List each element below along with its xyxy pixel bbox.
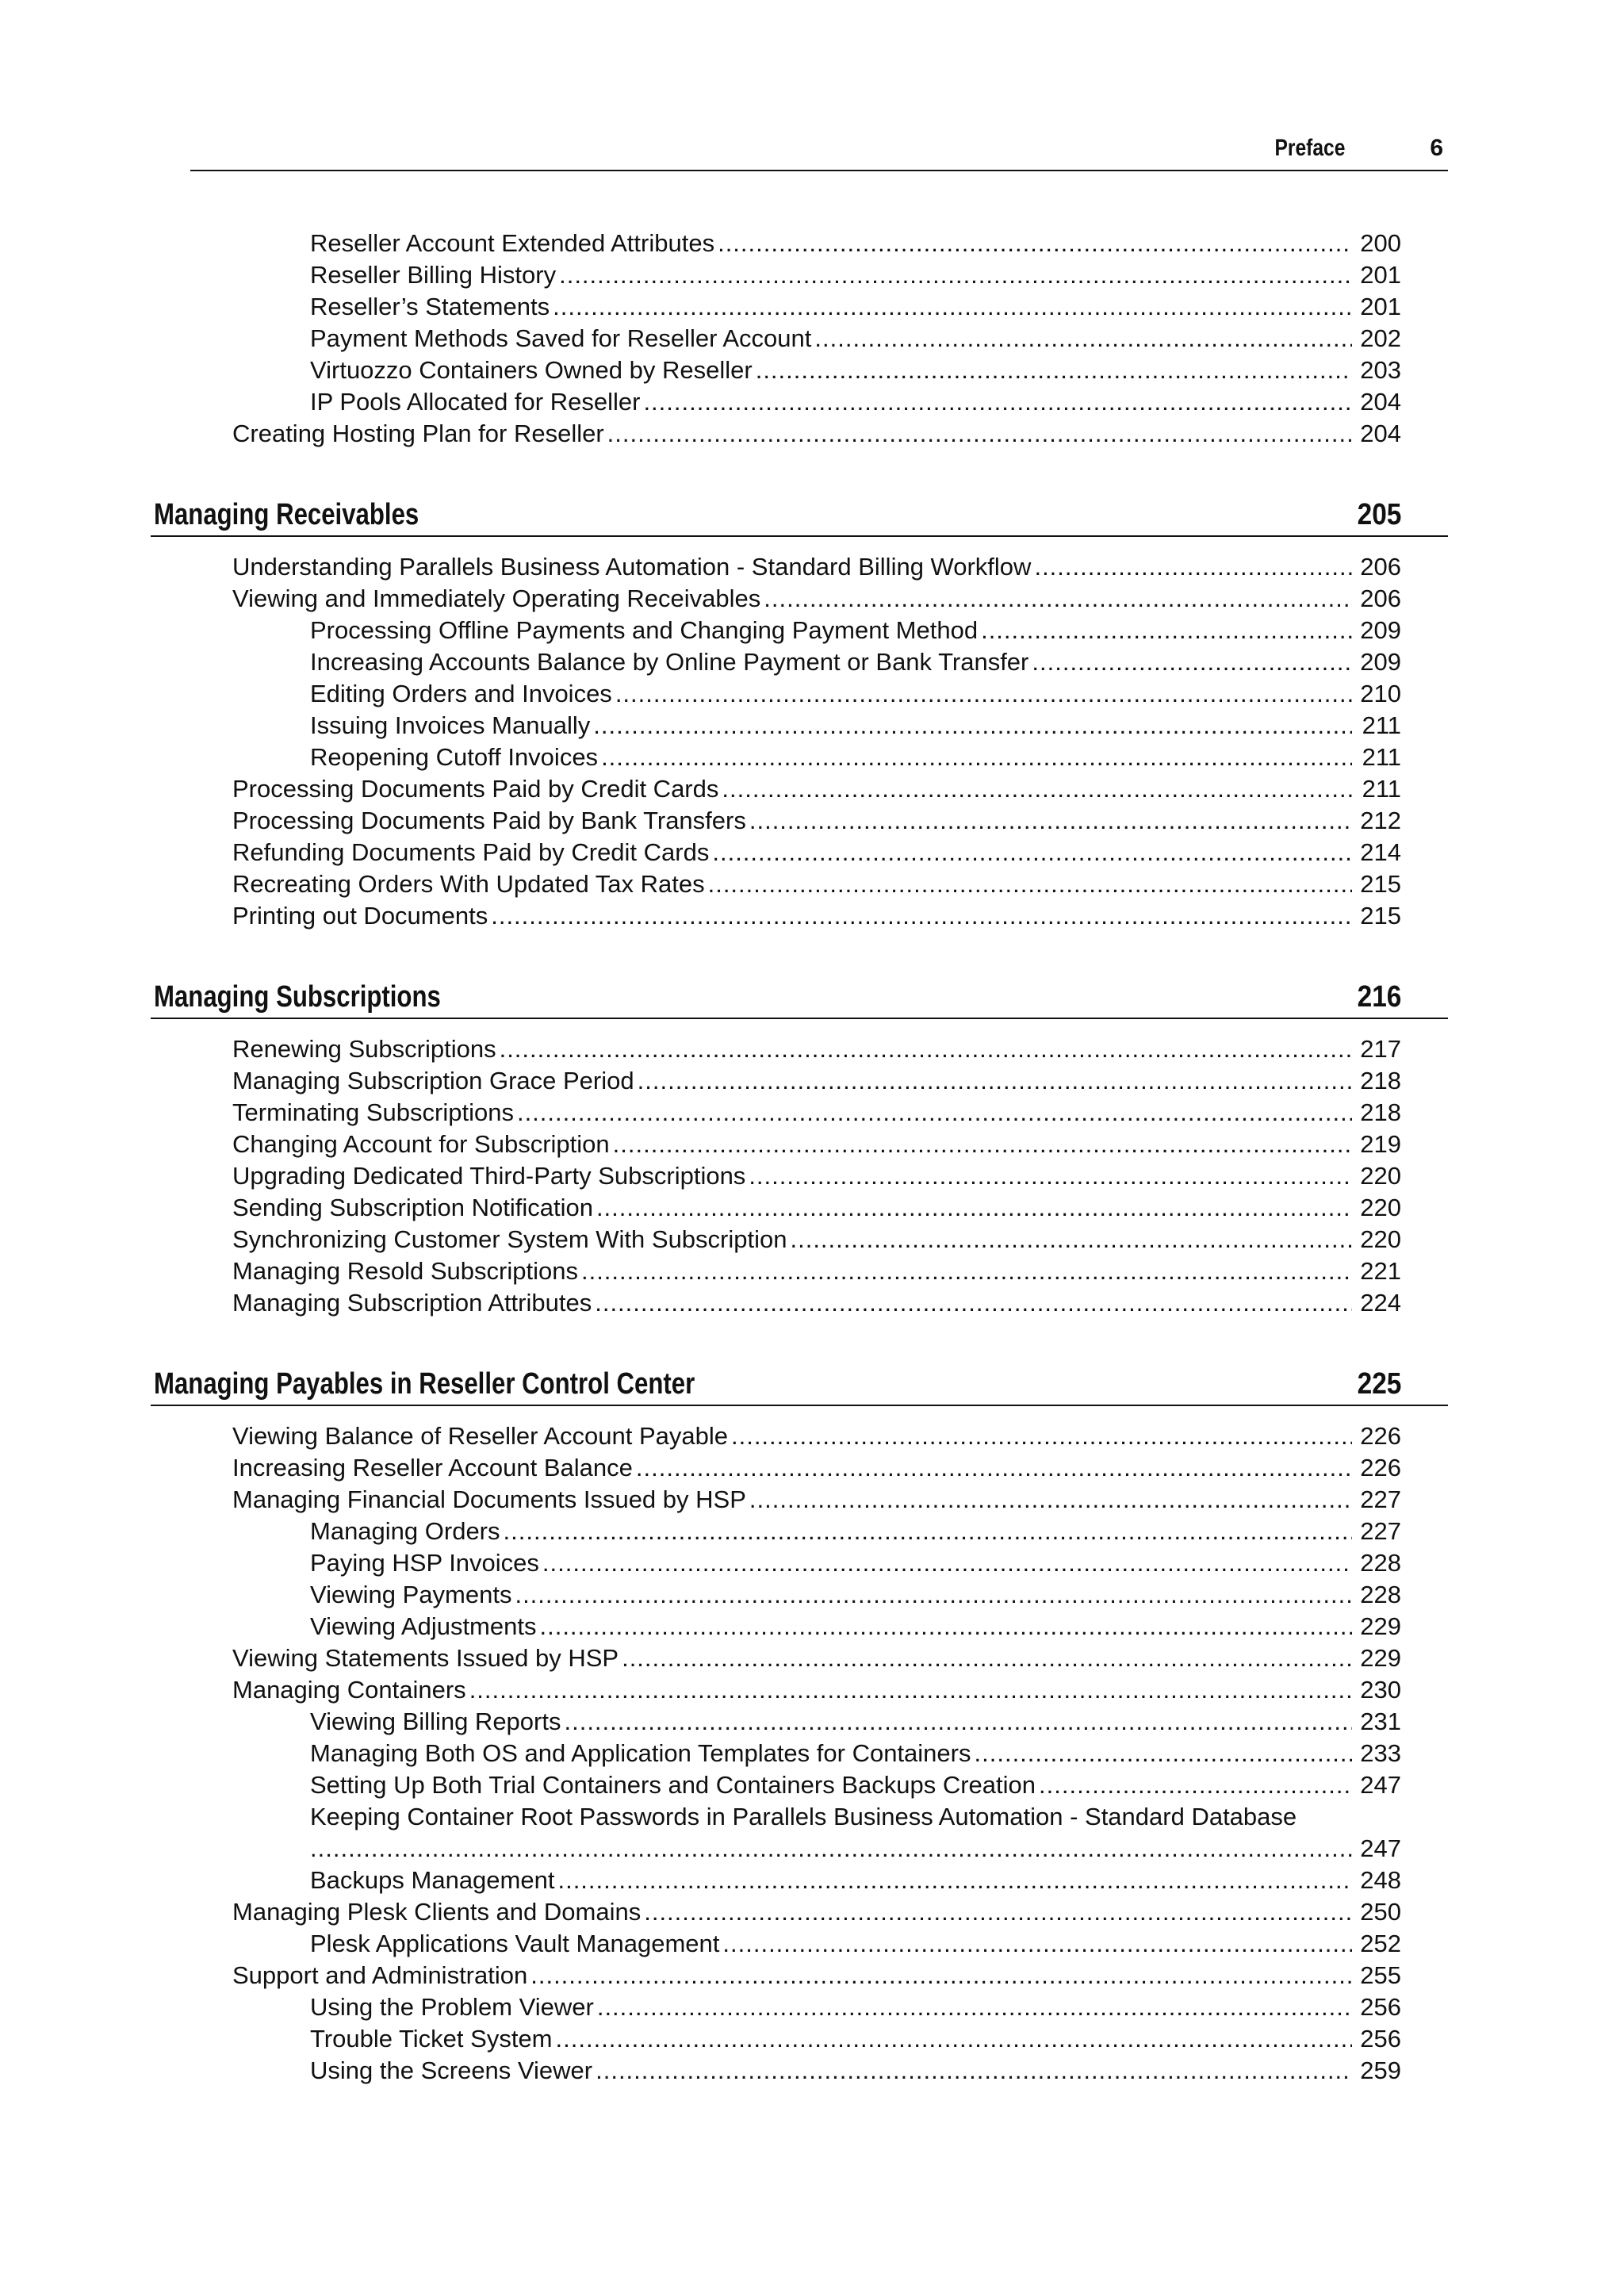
toc-entry[interactable] (310, 710, 1401, 742)
toc-entry-title: Upgrading Dedicated Third-Party Subscriptions (232, 1162, 746, 1190)
toc-entry-page: 219 (1360, 1130, 1401, 1158)
toc-entry[interactable] (310, 259, 1401, 291)
toc-entry[interactable] (310, 1801, 1401, 1865)
toc-entry-title: Paying HSP Invoices (310, 1549, 539, 1577)
toc-entry[interactable] (232, 1674, 1401, 1706)
dot-leader (764, 583, 1352, 615)
toc-entry-page: 217 (1360, 1035, 1401, 1063)
chapter-page: 216 (1357, 980, 1401, 1014)
toc-entry-title: Refunding Documents Paid by Credit Cards (232, 838, 710, 866)
toc-entry-page: 228 (1360, 1549, 1401, 1577)
dot-leader (542, 1547, 1352, 1579)
toc-entry[interactable] (310, 2023, 1401, 2055)
toc-entry-page: 211 (1362, 743, 1401, 771)
dot-leader (1034, 551, 1352, 583)
toc-entry[interactable] (310, 1928, 1401, 1960)
toc-entry-title: Viewing Payments (310, 1581, 512, 1608)
toc-entry-title: Using the Screens Viewer (310, 2056, 593, 2084)
toc-entry[interactable] (232, 1642, 1401, 1674)
toc-entry[interactable] (232, 1160, 1401, 1192)
dot-leader (530, 1960, 1352, 1991)
toc-entry-title: Viewing Statements Issued by HSP (232, 1644, 619, 1672)
toc-entry-page: 211 (1362, 711, 1401, 739)
dot-leader (559, 259, 1352, 291)
toc-entry-page: 224 (1360, 1289, 1401, 1317)
toc-entry[interactable] (310, 291, 1401, 323)
dot-leader (539, 1611, 1352, 1642)
toc-entry[interactable] (232, 583, 1401, 615)
toc-entry[interactable] (232, 1452, 1401, 1484)
toc-entry-page: 252 (1360, 1930, 1401, 1957)
toc-entry-title: Virtuozzo Containers Owned by Reseller (310, 356, 753, 384)
toc-entry-page: 220 (1360, 1162, 1401, 1190)
toc-entry-page: 204 (1360, 388, 1401, 416)
toc-entry-title: Managing Subscription Attributes (232, 1289, 592, 1317)
dot-leader (597, 1991, 1352, 2023)
toc-entry-title: Issuing Invoices Manually (310, 711, 591, 739)
dot-leader (504, 1516, 1352, 1547)
chapter-heading[interactable] (151, 1363, 1448, 1406)
toc-entry-title: Managing Plesk Clients and Domains (232, 1898, 642, 1926)
toc-entry[interactable] (232, 900, 1401, 932)
toc-entry[interactable] (232, 1097, 1401, 1129)
page-number: 6 (1430, 135, 1443, 161)
toc-entry[interactable] (310, 228, 1401, 259)
toc-entry[interactable] (310, 1547, 1401, 1579)
toc-entry-page: 259 (1360, 2056, 1401, 2084)
toc-entry-title: Increasing Reseller Account Balance (232, 1454, 633, 1481)
dot-leader (556, 2023, 1352, 2055)
dot-leader (515, 1579, 1352, 1611)
toc-entry[interactable] (232, 1033, 1401, 1065)
toc-entry[interactable] (232, 868, 1401, 900)
toc-entry-title: Creating Hosting Plan for Reseller (232, 420, 604, 447)
dot-leader (790, 1224, 1352, 1255)
toc-entry-title: Understanding Parallels Business Automation - Standard Billing Workflow (232, 553, 1032, 581)
toc-entry-page: 218 (1360, 1098, 1401, 1126)
toc-entry[interactable] (232, 805, 1401, 837)
toc-entry-page: 202 (1360, 324, 1401, 352)
dot-leader (975, 1738, 1353, 1769)
toc-entry[interactable] (310, 2055, 1401, 2087)
toc-entry-page: 256 (1360, 1993, 1401, 2021)
toc-entry-page: 229 (1360, 1644, 1401, 1672)
dot-leader (596, 1192, 1352, 1224)
toc-entry-title: Renewing Subscriptions (232, 1035, 496, 1063)
chapter-page: 225 (1357, 1367, 1401, 1401)
toc-entry-page: 201 (1360, 293, 1401, 320)
toc-entry[interactable] (310, 386, 1401, 418)
dot-leader (636, 1452, 1352, 1484)
toc-entry[interactable] (232, 1255, 1401, 1287)
dot-leader (722, 1928, 1352, 1960)
toc-entry[interactable] (232, 1287, 1401, 1319)
toc-entry[interactable] (232, 1960, 1401, 1991)
toc-entry-page: 227 (1360, 1485, 1401, 1513)
toc-entry[interactable] (310, 355, 1401, 386)
toc-entry-title: Sending Subscription Notification (232, 1194, 593, 1221)
toc-entry-title: Backups Management (310, 1866, 555, 1894)
dot-leader (622, 1642, 1352, 1674)
toc-entry[interactable] (232, 1484, 1401, 1516)
toc-entry-title: Trouble Ticket System (310, 2025, 553, 2053)
dot-leader (749, 1484, 1352, 1516)
toc-entry[interactable] (310, 1865, 1401, 1896)
toc-entry[interactable] (232, 1192, 1401, 1224)
toc-entry[interactable] (232, 1896, 1401, 1928)
dot-leader (749, 805, 1352, 837)
toc-entry-page: 231 (1360, 1708, 1401, 1735)
chapter-title: Managing Subscriptions (154, 980, 441, 1014)
toc-entry-page: 220 (1360, 1225, 1401, 1253)
toc-entry-title: Processing Documents Paid by Credit Cards (232, 775, 719, 803)
toc-entry-page: 233 (1360, 1739, 1401, 1767)
toc-entry-page: 229 (1360, 1612, 1401, 1640)
toc-entry[interactable] (232, 1224, 1401, 1255)
toc-entry-page: 247 (1360, 1771, 1401, 1799)
toc-entry-title: IP Pools Allocated for Reseller (310, 388, 641, 416)
dot-leader (517, 1097, 1352, 1129)
dot-leader (500, 1033, 1352, 1065)
running-header (190, 133, 1448, 171)
dot-leader (601, 742, 1352, 773)
toc-entry-page: 221 (1360, 1257, 1401, 1285)
toc-entry-page: 204 (1360, 420, 1401, 447)
toc-entry-title: Printing out Documents (232, 902, 488, 930)
dot-leader (1039, 1769, 1352, 1801)
toc-entry[interactable] (310, 1706, 1401, 1738)
dot-leader (596, 2055, 1352, 2087)
toc-entry-title: Viewing Adjustments (310, 1612, 537, 1640)
toc-entry-page: 212 (1360, 807, 1401, 834)
toc-entry-page: 230 (1360, 1676, 1401, 1704)
toc-entry-title: Terminating Subscriptions (232, 1098, 514, 1126)
toc-entry-title: Increasing Accounts Balance by Online Payment or Bank Transfer (310, 648, 1029, 676)
toc-entry[interactable] (232, 773, 1401, 805)
toc-entry-title: Keeping Container Root Passwords in Parallels Business Automation - Standard Database (310, 1803, 1297, 1830)
toc-entry-title: Managing Both OS and Application Templates for Containers (310, 1739, 971, 1767)
dot-leader (491, 900, 1352, 932)
toc-entry-title: Viewing Billing Reports (310, 1708, 561, 1735)
toc-entry[interactable] (310, 323, 1401, 355)
toc-entry-page: 226 (1360, 1454, 1401, 1481)
toc-entry-page: 206 (1360, 553, 1401, 581)
toc-entry-title: Processing Offline Payments and Changing Payment Method (310, 616, 979, 644)
dot-leader (643, 386, 1352, 418)
toc-entry-page: 227 (1360, 1517, 1401, 1545)
toc-entry-title: Recreating Orders With Updated Tax Rates (232, 870, 705, 898)
toc-entry-title: Changing Account for Subscription (232, 1130, 610, 1158)
toc-entry-page: 250 (1360, 1898, 1401, 1926)
toc-entry-title: Setting Up Both Trial Containers and Containers Backups Creation (310, 1771, 1036, 1799)
dot-leader (615, 678, 1352, 710)
chapter-page: 205 (1357, 498, 1401, 531)
toc-entry[interactable] (310, 678, 1401, 710)
toc-entry-title: Plesk Applications Vault Management (310, 1930, 720, 1957)
toc-entry-title: Processing Documents Paid by Bank Transfers (232, 807, 746, 834)
chapter-heading[interactable] (151, 976, 1448, 1019)
toc-entry-page: 218 (1360, 1067, 1401, 1094)
toc-entry-page: 201 (1360, 261, 1401, 289)
toc-entry-title: Managing Financial Documents Issued by HSP (232, 1485, 746, 1513)
toc-entry[interactable] (310, 1516, 1401, 1547)
toc-entry-title: Reopening Cutoff Invoices (310, 743, 599, 771)
dot-leader (708, 868, 1352, 900)
toc-entry[interactable] (232, 1065, 1401, 1097)
dot-leader (731, 1420, 1352, 1452)
dot-leader (712, 837, 1352, 868)
toc-entry[interactable] (310, 1579, 1401, 1611)
table-of-contents (0, 228, 1624, 2087)
toc-entry[interactable] (232, 1420, 1401, 1452)
toc-entry-page: 220 (1360, 1194, 1401, 1221)
dot-leader (557, 1865, 1352, 1896)
toc-entry-title: Support and Administration (232, 1961, 528, 1989)
toc-entry-page: 226 (1360, 1422, 1401, 1450)
dot-leader (814, 323, 1352, 355)
dot-leader (310, 1833, 1352, 1865)
toc-entry-page: 209 (1360, 648, 1401, 676)
dot-leader (595, 1287, 1352, 1319)
toc-entry-title: Reseller’s Statements (310, 293, 550, 320)
toc-entry-page: 215 (1360, 902, 1401, 930)
toc-entry-title: Viewing and Immediately Operating Receivables (232, 585, 761, 612)
toc-entry-page: 210 (1360, 680, 1401, 707)
toc-entry-title: Editing Orders and Invoices (310, 680, 612, 707)
toc-entry-title: Managing Orders (310, 1517, 500, 1545)
toc-entry-title: Reseller Billing History (310, 261, 557, 289)
toc-entry[interactable] (310, 1769, 1401, 1801)
chapter-heading[interactable] (151, 494, 1448, 537)
dot-leader (593, 710, 1352, 742)
dot-leader (749, 1160, 1352, 1192)
toc-entry-page: 256 (1360, 2025, 1401, 2053)
chapter-title: Managing Receivables (154, 498, 419, 531)
toc-entry[interactable] (232, 551, 1401, 583)
toc-entry[interactable] (310, 742, 1401, 773)
toc-entry[interactable] (232, 1129, 1401, 1160)
chapter-title: Managing Payables in Reseller Control Center (154, 1367, 695, 1401)
dot-leader (722, 773, 1352, 805)
toc-entry-page: 211 (1362, 775, 1401, 803)
dot-leader (607, 418, 1352, 450)
dot-leader (613, 1129, 1352, 1160)
toc-entry-page: 206 (1360, 585, 1401, 612)
toc-entry-title: Viewing Balance of Reseller Account Payable (232, 1422, 728, 1450)
toc-entry-title: Managing Subscription Grace Period (232, 1067, 634, 1094)
toc-entry[interactable] (232, 837, 1401, 868)
toc-entry-page: 203 (1360, 356, 1401, 384)
toc-entry[interactable] (310, 1738, 1401, 1769)
dot-leader (553, 291, 1352, 323)
dot-leader (718, 228, 1352, 259)
toc-entry[interactable] (232, 418, 1401, 450)
toc-entry-page: 228 (1360, 1581, 1401, 1608)
dot-leader (581, 1255, 1352, 1287)
toc-entry-page: 200 (1360, 229, 1401, 257)
dot-leader (1032, 646, 1352, 678)
running-header-title: Preface (1274, 135, 1345, 161)
toc-entry-title: Managing Resold Subscriptions (232, 1257, 578, 1285)
toc-entry-title: Payment Methods Saved for Reseller Account (310, 324, 812, 352)
toc-entry[interactable] (310, 1991, 1401, 2023)
toc-entry-title: Using the Problem Viewer (310, 1993, 594, 2021)
toc-entry[interactable] (310, 1611, 1401, 1642)
toc-entry-page: 255 (1360, 1961, 1401, 1989)
toc-entry-page: 209 (1360, 616, 1401, 644)
toc-entry[interactable] (310, 615, 1401, 646)
dot-leader (469, 1674, 1352, 1706)
toc-entry-page: 247 (1360, 1834, 1401, 1862)
toc-entry-title: Managing Containers (232, 1676, 466, 1704)
toc-entry[interactable] (310, 646, 1401, 678)
toc-entry-title: Reseller Account Extended Attributes (310, 229, 715, 257)
dot-leader (638, 1065, 1352, 1097)
toc-entry-page: 214 (1360, 838, 1401, 866)
dot-leader (981, 615, 1352, 646)
dot-leader (756, 355, 1352, 386)
dot-leader (564, 1706, 1352, 1738)
toc-entry-title: Synchronizing Customer System With Subscription (232, 1225, 787, 1253)
toc-entry-page: 248 (1360, 1866, 1401, 1894)
dot-leader (644, 1896, 1352, 1928)
toc-entry-page: 215 (1360, 870, 1401, 898)
